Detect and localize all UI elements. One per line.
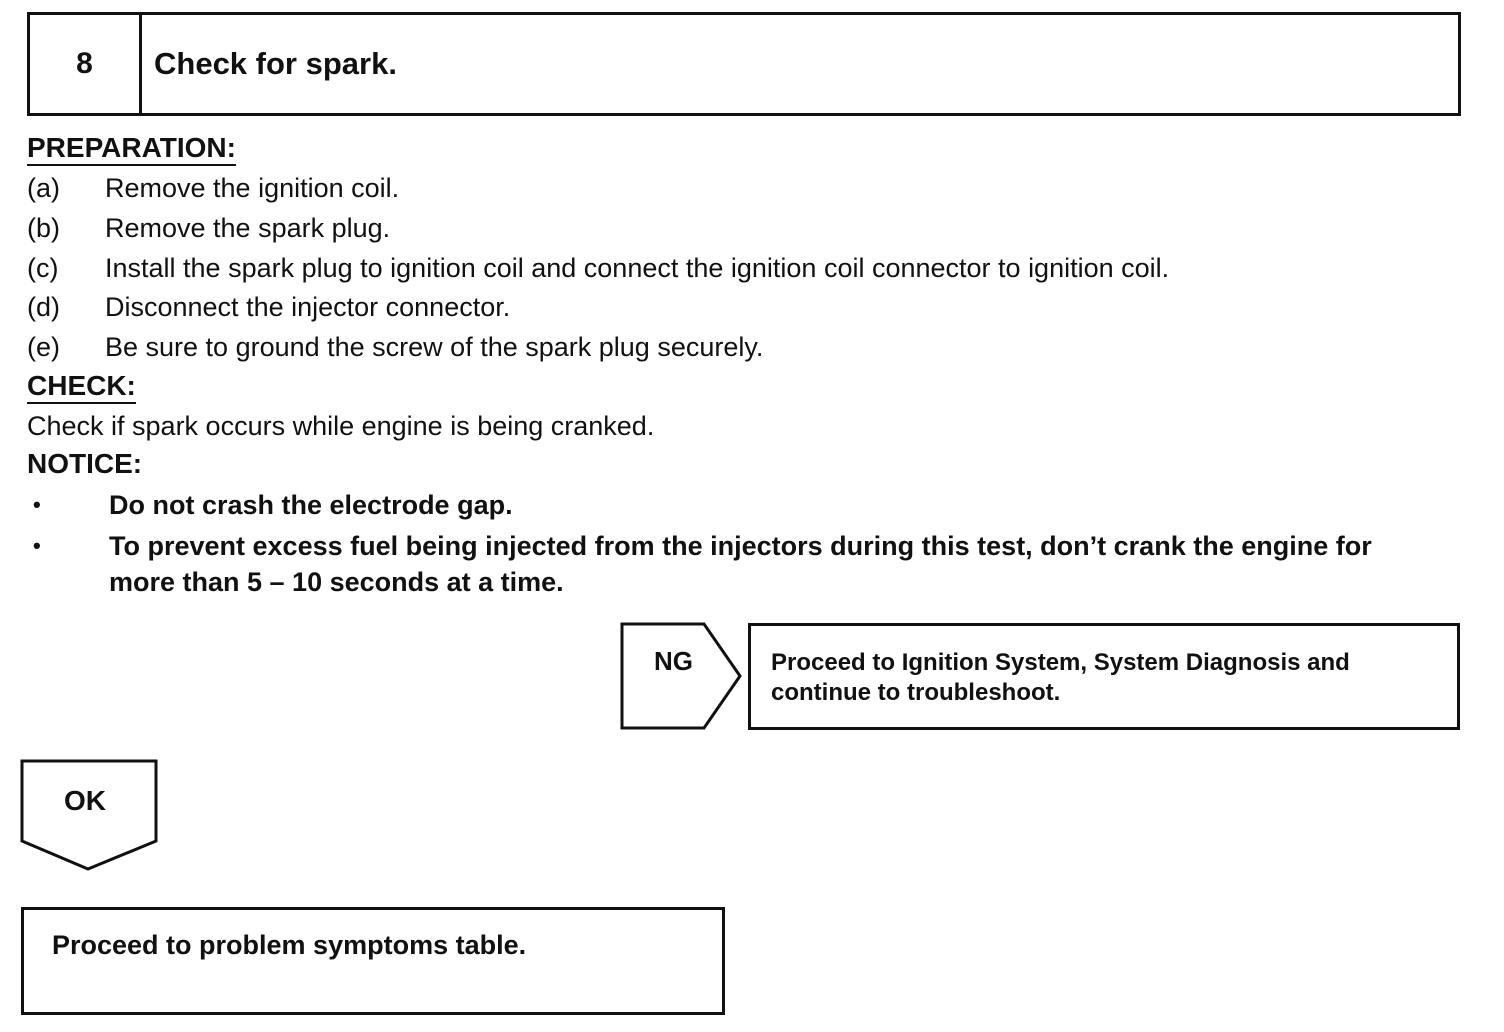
preparation-item-marker: (e)	[27, 332, 60, 362]
preparation-item-marker: (c)	[27, 253, 59, 283]
ok-label: OK	[64, 785, 106, 816]
preparation-item	[27, 252, 1467, 284]
ok-result-text: Proceed to problem symptoms table.	[52, 930, 527, 960]
preparation-item-text: Be sure to ground the screw of the spark plug securely.	[105, 332, 764, 362]
step-title: Check for spark.	[154, 46, 397, 81]
notice-heading: NOTICE:	[27, 448, 143, 479]
ok-result-box	[21, 907, 725, 1015]
preparation-item	[27, 291, 1467, 323]
check-heading: CHECK:	[27, 370, 136, 404]
ok-branch-arrow	[20, 759, 158, 871]
preparation-item-marker: (a)	[27, 173, 60, 203]
notice-item	[33, 487, 1473, 523]
preparation-item-marker: (d)	[27, 292, 60, 322]
preparation-item	[27, 331, 1467, 363]
step-number: 8	[30, 15, 142, 113]
notice-item	[33, 528, 1473, 604]
ng-label: NG	[654, 646, 693, 676]
notice-item-text: To prevent excess fuel being injected from the injectors during this test, don’t crank the engine for more than 5 – 10 seconds at a time.	[109, 531, 1372, 597]
preparation-item-marker: (b)	[27, 213, 60, 243]
preparation-item-text: Remove the ignition coil.	[105, 173, 400, 203]
preparation-item-text: Remove the spark plug.	[105, 213, 391, 243]
ng-result-text: Proceed to Ignition System, System Diagnosis and continue to troubleshoot.	[771, 649, 1350, 706]
step-header-box	[27, 12, 1461, 116]
preparation-heading: PREPARATION:	[27, 132, 236, 166]
bullet-icon: •	[33, 492, 41, 517]
ng-result-box	[748, 623, 1460, 730]
bullet-icon: •	[33, 533, 41, 558]
check-text: Check if spark occurs while engine is being cranked.	[27, 411, 655, 441]
ng-branch-arrow	[620, 622, 744, 730]
right-arrow-icon	[620, 622, 744, 730]
preparation-item	[27, 172, 1467, 204]
preparation-item-text: Install the spark plug to ignition coil and connect the ignition coil connector to ignition coil.	[105, 253, 1170, 283]
preparation-item	[27, 212, 1467, 244]
preparation-item-text: Disconnect the injector connector.	[105, 292, 511, 322]
notice-item-text: Do not crash the electrode gap.	[109, 490, 513, 520]
